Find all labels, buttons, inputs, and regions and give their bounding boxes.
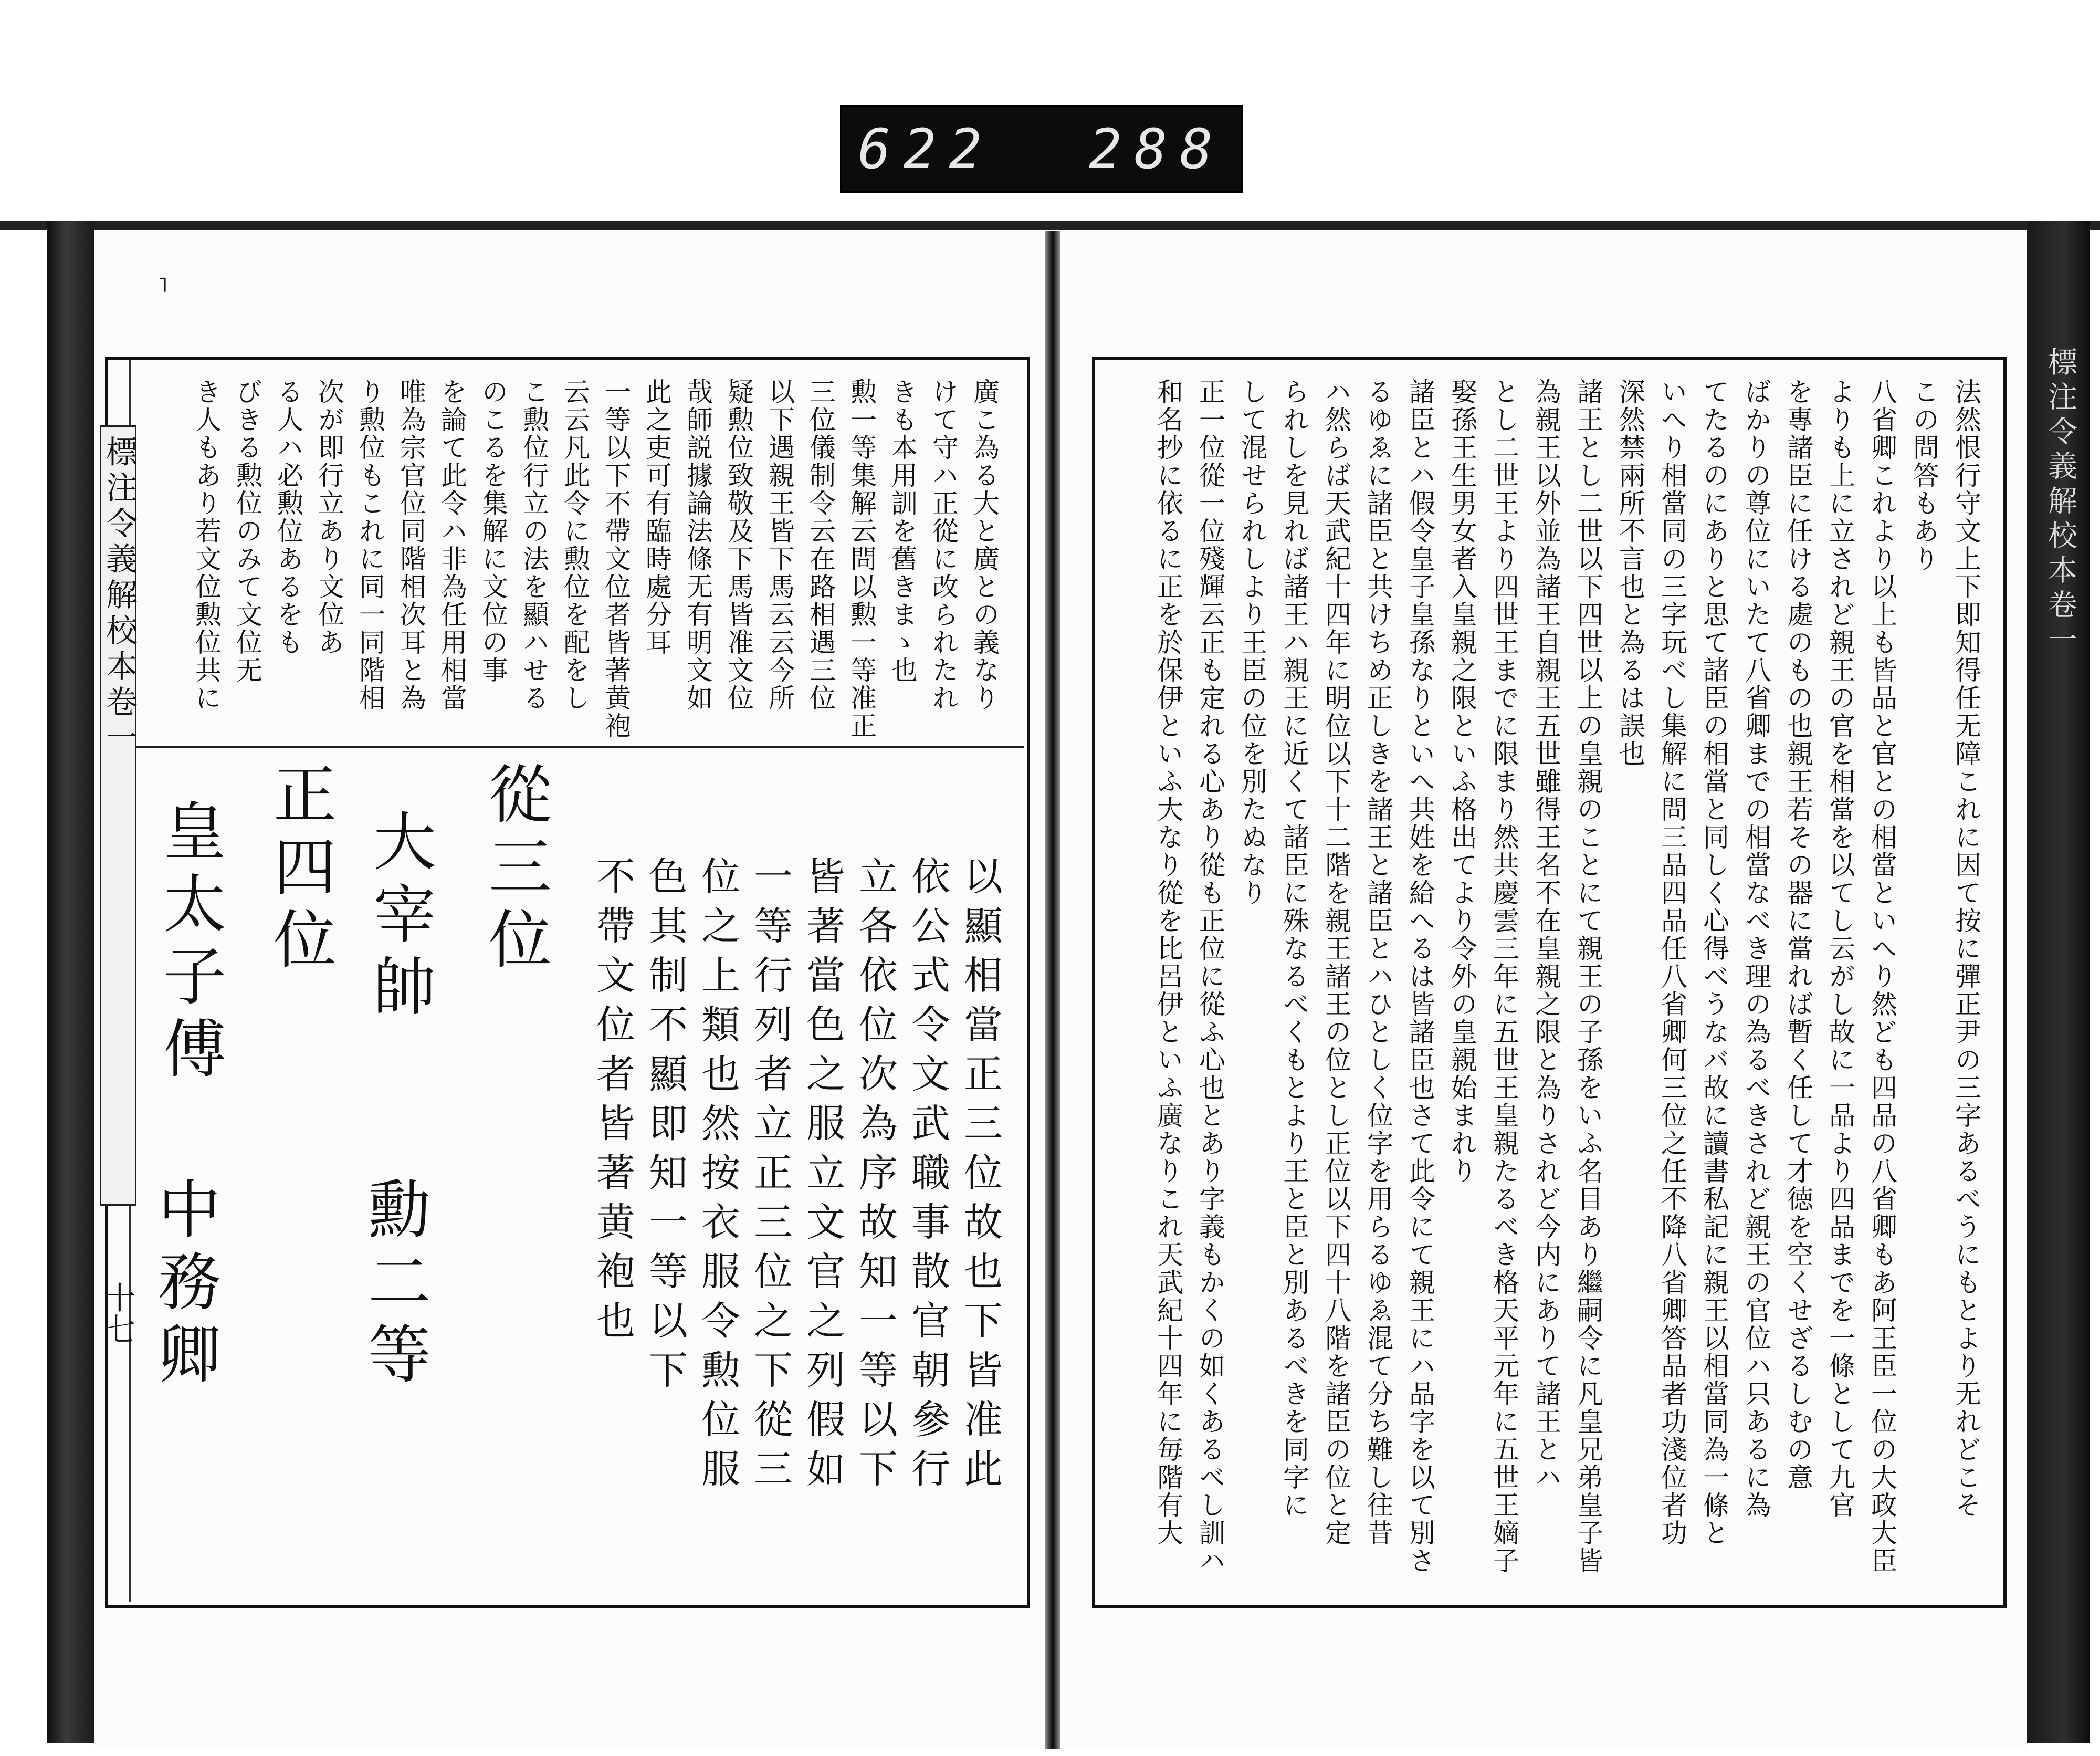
merit-heading: 勳二等: [358, 1176, 430, 1394]
left-book-edge: [47, 221, 94, 1743]
annotation-column: びきる勲位のみて文位无: [232, 378, 262, 684]
main-text-column: 一等行列者立正三位之下從三: [748, 856, 793, 1498]
commentary-column: 諸王とし二世以下四世以上の皇親のことにて親王の子孫をいふ名目あり繼嗣令に凡皇兄弟皇子皆: [1573, 378, 1603, 1575]
commentary-column: てたるのにありと思て諸臣の相當と同しく心得べうなバ故に讀書私記に親王以相當同為一條と: [1699, 378, 1729, 1547]
annotation-column: る人ハ必勲位あるをも: [273, 378, 303, 656]
annotation-column: 哉師説據論法條无有明文如: [682, 378, 713, 712]
annotation-column: 以下遇親王皆下馬云云今所: [764, 378, 795, 712]
annotation-column: 一等以下不帶文位者皆著黄袍: [601, 378, 631, 740]
annotation-column: こ勲位行立の法を顯ハせる: [519, 378, 549, 712]
commentary-column: 娶孫王生男女者入皇親之限といふ格出てより令外の皇親始まれり: [1447, 378, 1477, 1185]
commentary-column: とし二世王より四世王までに限まり然共慶雲三年に五世王皇親たるべき格天平元年に五世王嫡子: [1489, 378, 1519, 1575]
main-text-column: 不帶文位者皆著黄袍也: [590, 856, 635, 1350]
commentary-column: 諸臣とハ假令皇子皇孫なりといへ共姓を給へるは皆諸臣也さて此令にて親王にハ品字を以て別さ: [1405, 378, 1435, 1575]
commentary-column: 和名抄に依るに正を於保伊といふ大なり從を比呂伊といふ廣なりこれ天武紀十四年に毎階有大: [1153, 378, 1183, 1547]
rank-heading: 從三位: [478, 761, 551, 979]
rank-heading-2: 正四位: [263, 761, 336, 979]
commentary-column: 法然恨行守文上下即知得任无障これに因て按に彈正尹の三字あるべうにもとより无れどこそ: [1951, 378, 1981, 1519]
ink-mark: ˥: [158, 273, 168, 297]
main-text-column: 位之上類也然按衣服令勲位服: [695, 856, 740, 1498]
annotation-column: 疑勲位致敬及下馬皆准文位: [723, 378, 754, 712]
commentary-column: して混せられしより王臣の位を別たぬなり: [1237, 378, 1267, 907]
office-heading-2: 皇太子傅: [153, 798, 226, 1088]
commentary-column: 深然禁兩所不言也と為るは誤也: [1615, 378, 1645, 768]
commentary-column: ばかりの尊位にいたて八省卿までの相當なべき理の為るべきされど親王の官位ハ只あるに為: [1741, 378, 1771, 1519]
commentary-column: 為親王以外並為諸王自親王五世雖得王名不在皇親之限と為りされど今内にありて諸王とハ: [1531, 378, 1561, 1491]
leaf-number: 十七: [99, 1281, 135, 1344]
annotation-column: 云云凡此令に勲位を配をし: [560, 378, 590, 712]
annotation-column: けて守ハ正從に改られたれ: [928, 378, 959, 712]
catalog-number-right: 288: [1089, 117, 1225, 181]
commentary-column: よりも上に立されど親王の官を相當を以てし云がし故に一品より四品までを一條として九官: [1825, 378, 1855, 1519]
annotation-column: り勲位もこれに同一同階相: [355, 378, 385, 712]
annotation-column: 廣こ為る大と廣との義なり: [969, 378, 1000, 712]
main-text-column: 立各依位次為序故知一等以下: [853, 856, 898, 1498]
annotation-column: 唯為宗官位同階相次耳と為: [396, 378, 426, 712]
annotation-column: 三位儀制令云在路相遇三位: [805, 378, 836, 712]
annotation-column: を論て此令ハ非為任用相當: [437, 378, 467, 712]
commentary-column: いへり相當同の三字玩べし集解に問三品四品任八省卿何三位之任不降八省卿答品者功淺位者功: [1657, 378, 1687, 1547]
annotation-column: 勲一等集解云問以勲一等准正: [846, 378, 877, 740]
left-spine-title-strip: [100, 425, 136, 1206]
main-text-column: 皆著當色之服立文官之列假如: [800, 856, 845, 1498]
main-text-column: 依公式令文武職事散官朝參行: [905, 856, 950, 1498]
main-text-column: 以顯相當正三位故也下皆准此: [958, 856, 1003, 1498]
catalog-number-left: 622: [858, 117, 994, 181]
right-book-edge: [2026, 221, 2090, 1743]
annotation-column: きも本用訓を舊きまゝ也: [887, 378, 918, 684]
commentary-column: この問答もあり: [1909, 378, 1939, 573]
commentary-column: ハ然らば天武紀十四年に明位以下十二階を親王諸王の位とし正位以下四十八階を諸臣の位と定: [1321, 378, 1351, 1547]
main-text-column: 色其制不顯即知一等以下: [643, 856, 688, 1399]
commentary-column: 八省卿これより以上も皆品と官との相當といへり然ども四品の八省卿もあ阿王臣一位の大政大臣: [1867, 378, 1897, 1575]
annotation-divider: [129, 746, 1024, 748]
commentary-column: るゆゑに諸臣と共けちめ正しきを諸王と諸臣とハひとしく位字を用らるゆゑ混て分ち難し往昔: [1363, 378, 1393, 1547]
right-spine-title: 標注令義解校本卷一: [2043, 347, 2077, 659]
annotation-column: き人もあり若文位勲位共に: [191, 378, 222, 712]
office-heading: 大宰帥: [363, 809, 436, 1026]
annotation-column: 次が即行立あり文位あ: [314, 378, 344, 656]
book-top-edge: [0, 221, 2100, 230]
annotation-column: のこるを集解に文位の事: [478, 378, 508, 684]
commentary-column: られしを見れば諸王ハ親王に近くて諸臣に殊なるべくもとより王と臣と別あるべきを同字に: [1279, 378, 1309, 1519]
annotation-column: 此之吏可有臨時處分耳: [642, 378, 672, 656]
office-heading-3: 中務卿: [148, 1176, 220, 1394]
commentary-column: を專諸臣に任ける處のもの也親王若その器に當れば暫く任して才徳を空くせざるしむの意: [1783, 378, 1813, 1491]
left-spine-title: 標注令義解校本卷一: [101, 435, 138, 757]
catalog-number-label: [840, 105, 1243, 193]
commentary-column: 正一位從一位殘輝云正も定れる心あり從も正位に從ふ心也とあり字義もかくの如くあるべし訓ハ: [1195, 378, 1225, 1575]
book-gutter: [1045, 231, 1060, 1749]
